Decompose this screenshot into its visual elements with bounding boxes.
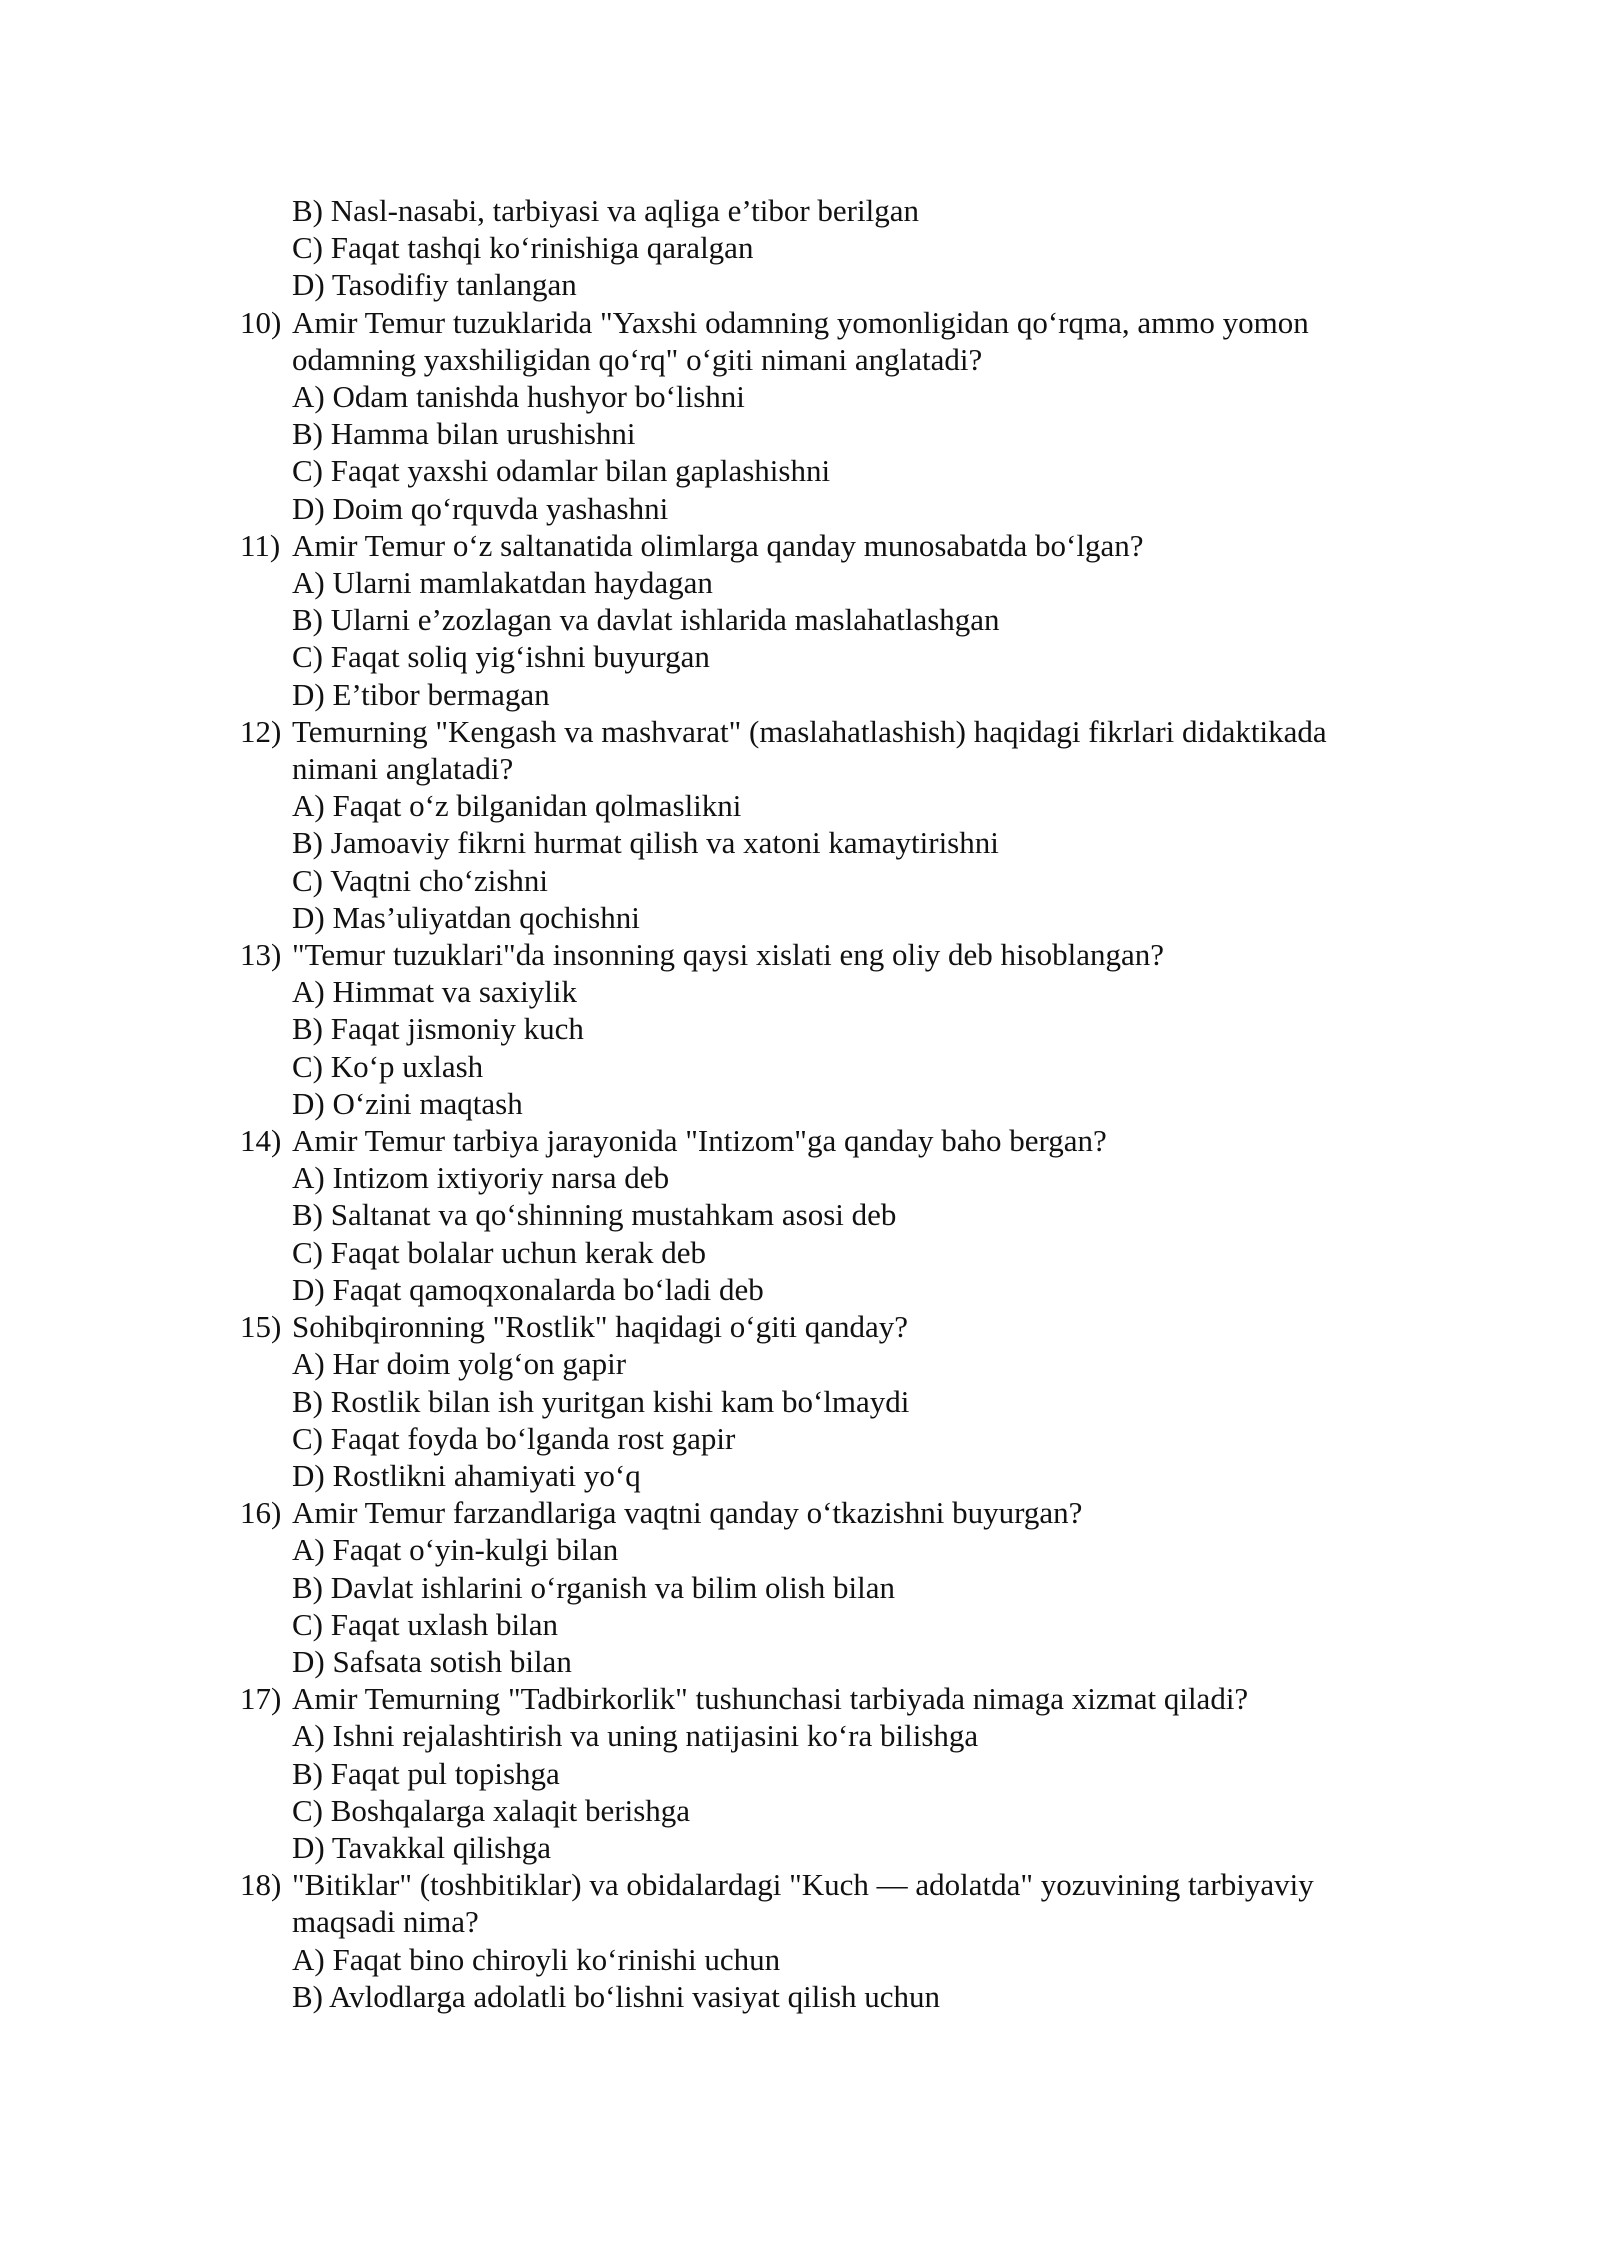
- answer-option: C) Koʻp uxlash: [292, 1048, 484, 1084]
- answer-option: A) Ularni mamlakatdan haydagan: [292, 565, 713, 601]
- answer-option: B) Rostlik bilan ish yuritgan kishi kam boʻlmaydi: [292, 1383, 910, 1419]
- answer-option: C) Faqat soliq yigʻishni buyurgan: [292, 639, 710, 675]
- answer-option: A) Odam tanishda hushyor boʻlishni: [292, 379, 745, 415]
- answer-option: D) Rostlikni ahamiyati yoʻq: [292, 1457, 641, 1493]
- question-text: "Temur tuzuklari"da insonning qaysi xislati eng oliy deb hisoblangan?: [292, 937, 1165, 973]
- question-number: 11): [240, 527, 281, 563]
- answer-option: D) Faqat qamoqxonalarda boʻladi deb: [292, 1271, 764, 1307]
- answer-option: A) Faqat oʻyin-kulgi bilan: [292, 1532, 619, 1568]
- answer-option: B) Faqat pul topishga: [292, 1755, 560, 1791]
- question-11: [240, 527, 1400, 564]
- answer-option: B) Hamma bilan urushishni: [292, 416, 636, 452]
- question-text: "Bitiklar" (toshbitiklar) va obidalardagi "Kuch — adolatda" yozuvining tarbiyaviy maqsadi nima?: [292, 1867, 1314, 1940]
- answer-option: C) Vaqtni choʻzishni: [292, 862, 549, 898]
- answer-option: A) Faqat oʻz bilganidan qolmaslikni: [292, 788, 742, 824]
- answer-option: B) Nasl-nasabi, tarbiyasi va aqliga e’tibor berilgan: [292, 193, 919, 228]
- question-17: [240, 1680, 1400, 1717]
- answer-option: C) Boshqalarga xalaqit berishga: [292, 1792, 691, 1828]
- answer-option: C) Faqat yaxshi odamlar bilan gaplashishni: [292, 453, 831, 489]
- answer-option: D) Tavakkal qilishga: [292, 1829, 551, 1865]
- answer-option: D) Doim qoʻrquvda yashashni: [292, 490, 669, 526]
- question-text: Temurning "Kengash va mashvarat" (maslahatlashish) haqidagi fikrlari didaktikada nimani anglatadi?: [292, 713, 1327, 787]
- question-text: Amir Temur tuzuklarida "Yaxshi odamning yomonligidan qoʻrqma, ammo yomon odamning yaxshiligidan qoʻrq" oʻgiti nimani anglatadi?: [292, 304, 1309, 377]
- answer-option: C) Faqat foyda boʻlganda rost gapir: [292, 1420, 736, 1456]
- question-number: 17): [240, 1681, 282, 1717]
- question-number: 13): [240, 937, 282, 973]
- question-15: [240, 1308, 1400, 1345]
- answer-option: A) Har doim yolgʻon gapir: [292, 1346, 627, 1382]
- answer-option: B) Saltanat va qoʻshinning mustahkam asosi deb: [292, 1197, 897, 1233]
- answer-option: A) Intizom ixtiyoriy narsa deb: [292, 1160, 670, 1196]
- question-number: 14): [240, 1123, 282, 1159]
- question-14: [240, 1122, 1400, 1159]
- answer-option: B) Avlodlarga adolatli boʻlishni vasiyat qilish uchun: [292, 1978, 941, 2014]
- question-number: 18): [240, 1867, 282, 1903]
- question-number: 16): [240, 1495, 282, 1531]
- question-13: [240, 936, 1400, 973]
- answer-option: D) E’tibor bermagan: [292, 676, 550, 712]
- answer-option: D) Mas’uliyatdan qochishni: [292, 899, 640, 935]
- answer-option: A) Ishni rejalashtirish va uning natijasini koʻra bilishga: [292, 1718, 979, 1754]
- question-10: [240, 304, 1400, 378]
- question-number: 15): [240, 1309, 282, 1345]
- answer-option: C) Faqat uxlash bilan: [292, 1606, 559, 1642]
- answer-option: C) Faqat tashqi koʻrinishiga qaralgan: [292, 230, 754, 266]
- question-number: 12): [240, 713, 282, 749]
- question-text: Amir Temur oʻz saltanatida olimlarga qanday munosabatda boʻlgan?: [292, 527, 1144, 563]
- question-text: Sohibqironning "Rostlik" haqidagi oʻgiti qanday?: [292, 1309, 908, 1345]
- answer-option: B) Ularni e’zozlagan va davlat ishlarida maslahatlashgan: [292, 602, 1000, 638]
- question-number: 10): [240, 304, 282, 340]
- answer-option: B) Jamoaviy fikrni hurmat qilish va xatoni kamaytirishni: [292, 825, 999, 861]
- answer-option: B) Davlat ishlarini oʻrganish va bilim olish bilan: [292, 1569, 895, 1605]
- answer-option: D) Safsata sotish bilan: [292, 1643, 572, 1679]
- answer-option: A) Himmat va saxiylik: [292, 974, 577, 1010]
- answer-option: D) Oʻzini maqtash: [292, 1085, 523, 1121]
- question-12: [240, 713, 1400, 787]
- question-text: Amir Temur farzandlariga vaqtni qanday oʻtkazishni buyurgan?: [292, 1495, 1083, 1531]
- answer-option: D) Tasodifiy tanlangan: [292, 267, 577, 303]
- question-16: [240, 1494, 1400, 1531]
- question-18: [240, 1866, 1400, 1940]
- answer-option: A) Faqat bino chiroyli koʻrinishi uchun: [292, 1941, 781, 1977]
- answer-option: B) Faqat jismoniy kuch: [292, 1011, 584, 1047]
- question-list: [240, 192, 1400, 2015]
- question-text: Amir Temurning "Tadbirkorlik" tushunchasi tarbiyada nimaga xizmat qiladi?: [292, 1681, 1249, 1717]
- answer-option: C) Faqat bolalar uchun kerak deb: [292, 1234, 707, 1270]
- question-text: Amir Temur tarbiya jarayonida "Intizom"ga qanday baho bergan?: [292, 1123, 1107, 1159]
